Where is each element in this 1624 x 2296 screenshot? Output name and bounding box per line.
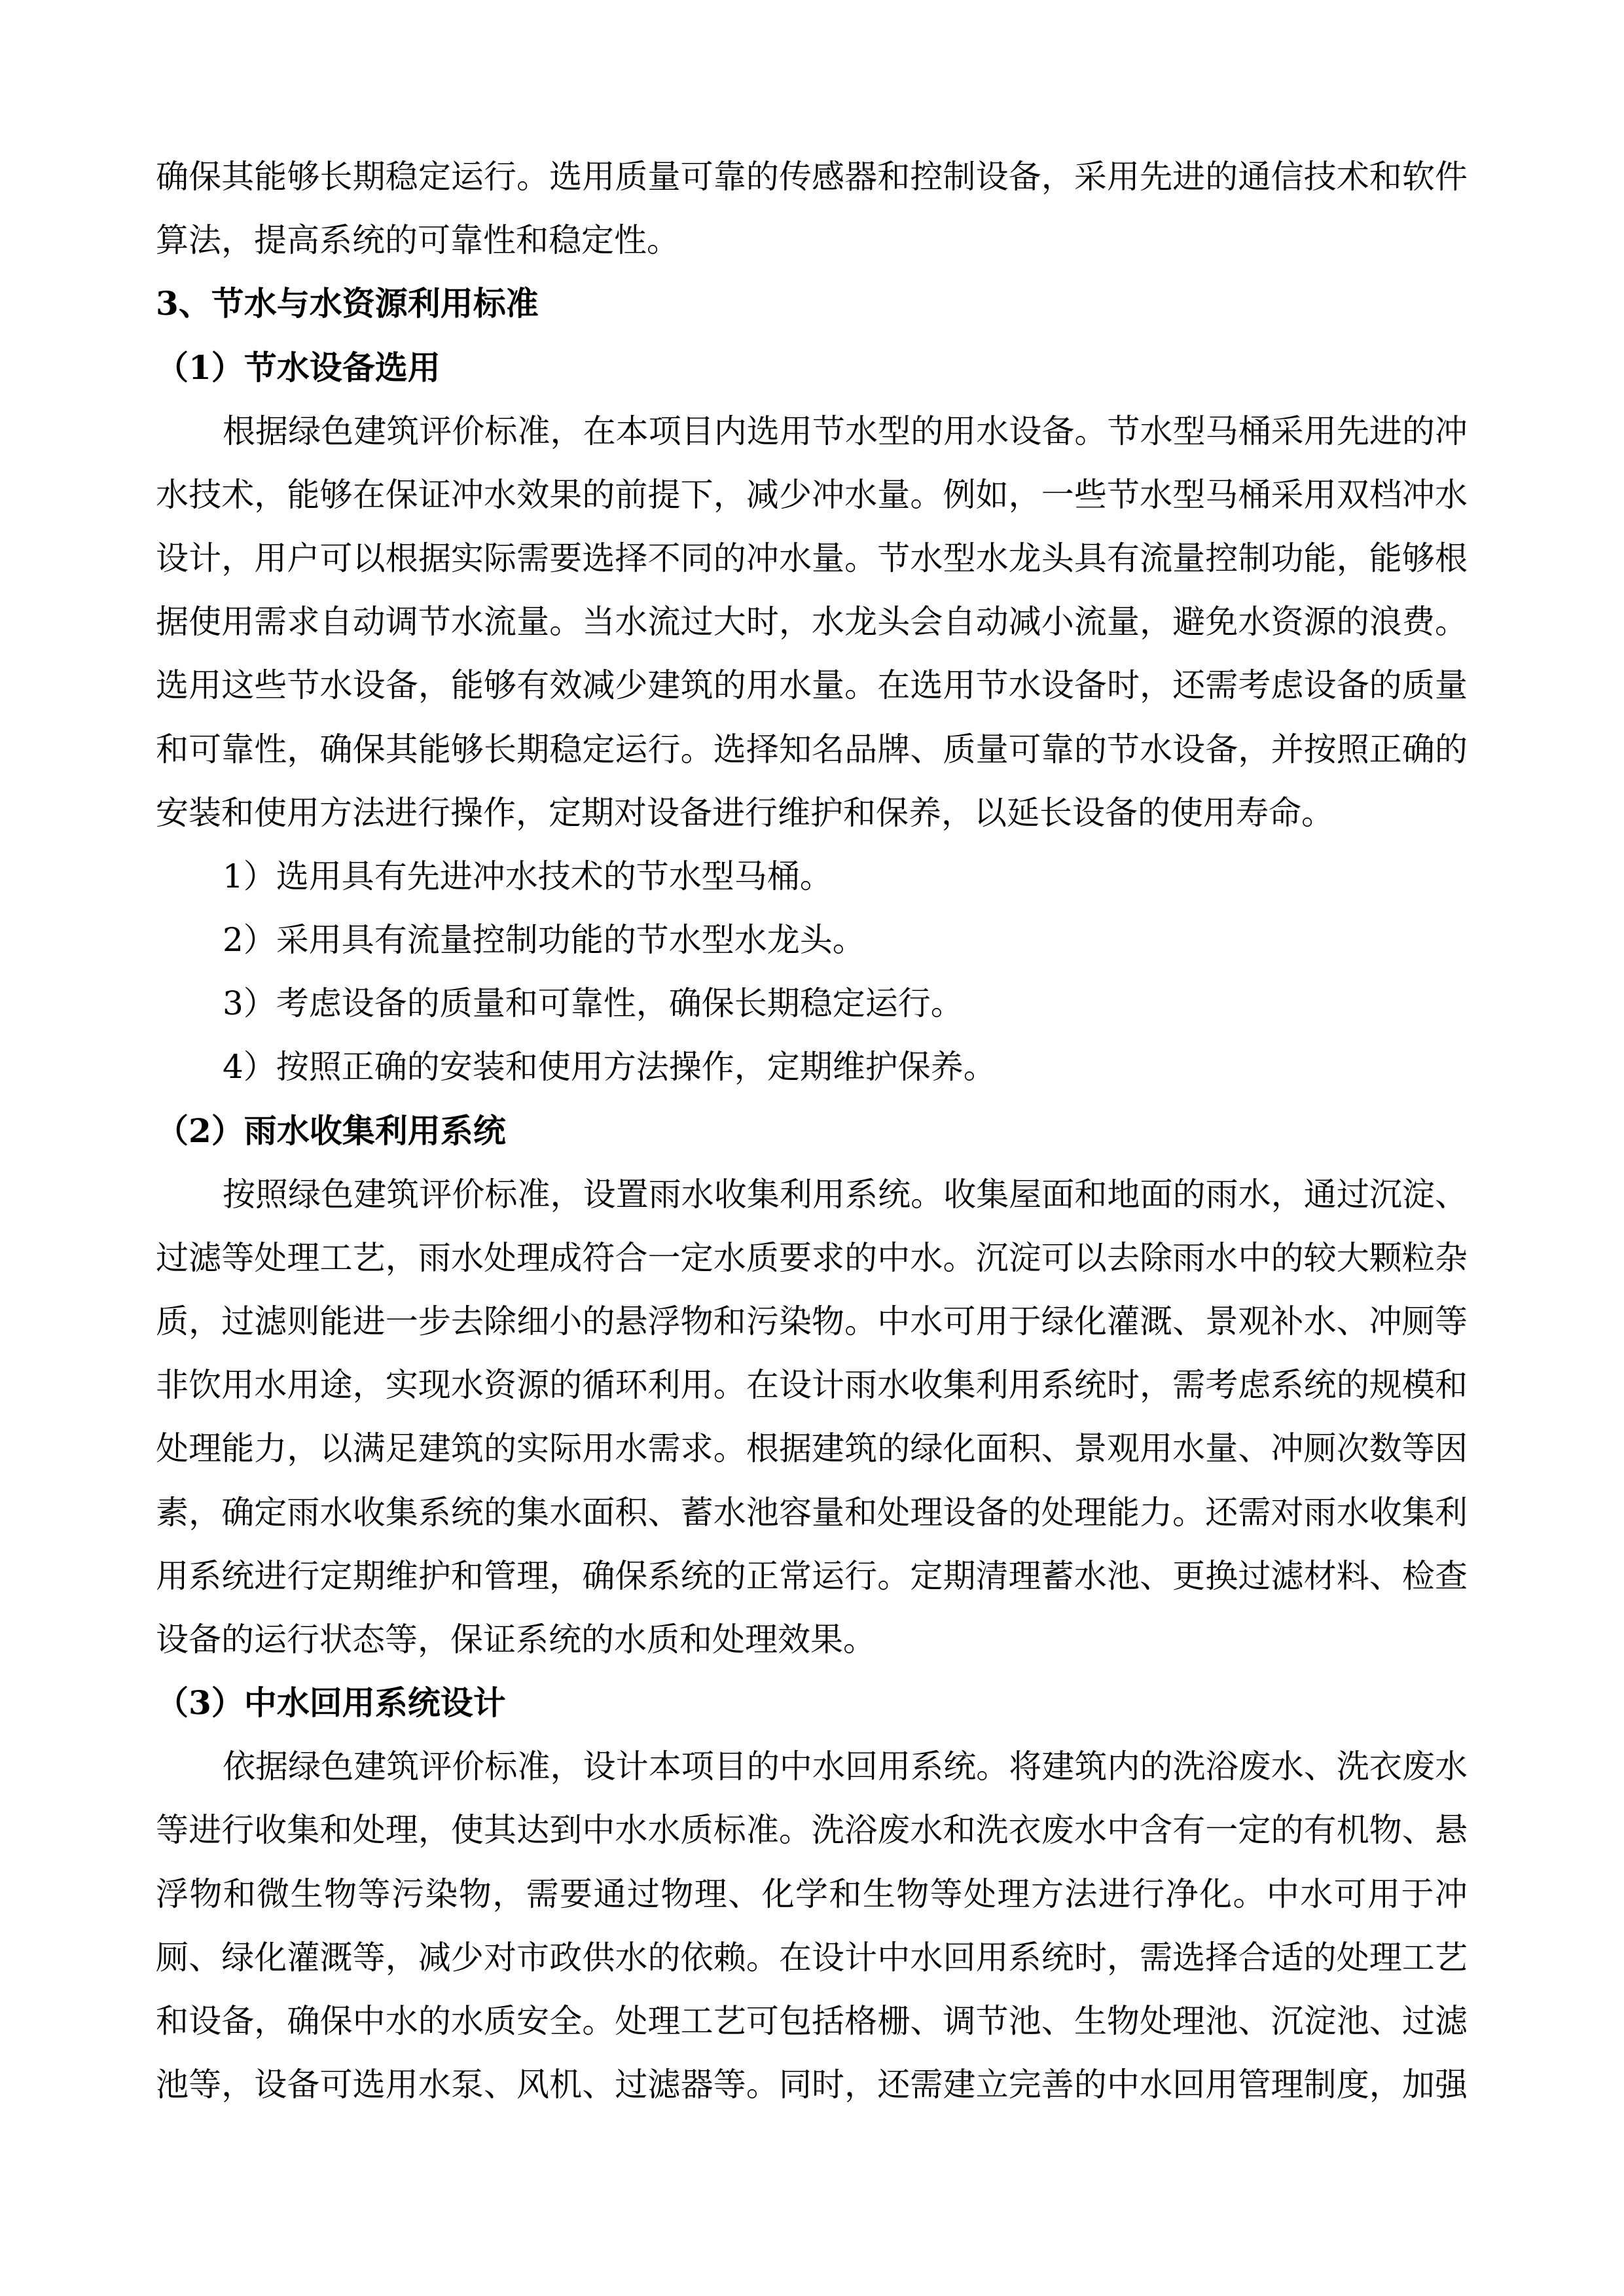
paragraph-line: 浮物和微生物等污染物，需要通过物理、化学和生物等处理方法进行净化。中水可用于冲: [156, 1875, 1468, 1913]
paragraph-line: 质，过滤则能进一步去除细小的悬浮物和污染物。中水可用于绿化灌溉、景观补水、冲厕等: [156, 1302, 1468, 1340]
paragraph-line: 厕、绿化灌溉等，减少对市政供水的依赖。在设计中水回用系统时，需选择合适的处理工艺: [156, 1939, 1468, 1977]
list-item: 3）考虑设备的质量和可靠性，确保长期稳定运行。: [223, 984, 964, 1022]
paragraph-line: 等进行收集和处理，使其达到中水水质标准。洗浴废水和洗衣废水中含有一定的有机物、悬: [156, 1811, 1468, 1849]
paragraph-line: 和设备，确保中水的水质安全。处理工艺可包括格栅、调节池、生物处理池、沉淀池、过滤: [156, 2002, 1468, 2040]
paragraph-line: 过滤等处理工艺，雨水处理成符合一定水质要求的中水。沉淀可以去除雨水中的较大颗粒杂: [156, 1239, 1468, 1277]
paragraph-line: 确保其能够长期稳定运行。选用质量可靠的传感器和控制设备，采用先进的通信技术和软件: [156, 158, 1468, 196]
paragraph-line: 非饮用水用途，实现水资源的循环利用。在设计雨水收集利用系统时，需考虑系统的规模和: [156, 1366, 1468, 1404]
list-item: 2）采用具有流量控制功能的节水型水龙头。: [223, 921, 865, 959]
paragraph-line: 按照绿色建筑评价标准，设置雨水收集利用系统。收集屋面和地面的雨水，通过沉淀、: [223, 1175, 1468, 1213]
section-heading: 3、节水与水资源利用标准: [156, 284, 539, 323]
paragraph-line: 用系统进行定期维护和管理，确保系统的正常运行。定期清理蓄水池、更换过滤材料、检查: [156, 1557, 1468, 1595]
paragraph-line: 处理能力，以满足建筑的实际用水需求。根据建筑的绿化面积、景观用水量、冲厕次数等因: [156, 1429, 1468, 1467]
list-item: 4）按照正确的安装和使用方法操作，定期维护保养。: [223, 1048, 996, 1086]
paragraph-line: 据使用需求自动调节水流量。当水流过大时，水龙头会自动减小流量，避免水资源的浪费。: [156, 603, 1468, 641]
paragraph-line: 选用这些节水设备，能够有效减少建筑的用水量。在选用节水设备时，还需考虑设备的质量: [156, 666, 1468, 704]
paragraph-line: 算法，提高系统的可靠性和稳定性。: [156, 221, 679, 259]
paragraph-line: 设备的运行状态等，保证系统的水质和处理效果。: [156, 1621, 876, 1659]
paragraph-line: 和可靠性，确保其能够长期稳定运行。选择知名品牌、质量可靠的节水设备，并按照正确的: [156, 730, 1468, 768]
paragraph-line: 依据绿色建筑评价标准，设计本项目的中水回用系统。将建筑内的洗浴废水、洗衣废水: [223, 1748, 1468, 1785]
subsection-heading-water-saving-equipment: （1）节水设备选用: [156, 348, 441, 387]
paragraph-line: 水技术，能够在保证冲水效果的前提下，减少冲水量。例如，一些节水型马桶采用双档冲水: [156, 476, 1468, 514]
paragraph-line: 安装和使用方法进行操作，定期对设备进行维护和保养，以延长设备的使用寿命。: [156, 794, 1334, 832]
paragraph-line: 设计，用户可以根据实际需要选择不同的冲水量。节水型水龙头具有流量控制功能，能够根: [156, 539, 1468, 577]
subsection-heading-rainwater-system: （2）雨水收集利用系统: [156, 1111, 506, 1150]
subsection-heading-greywater-reuse: （3）中水回用系统设计: [156, 1683, 506, 1722]
paragraph-line: 素，确定雨水收集系统的集水面积、蓄水池容量和处理设备的处理能力。还需对雨水收集利: [156, 1494, 1468, 1532]
list-item: 1）选用具有先进冲水技术的节水型马桶。: [223, 857, 833, 895]
paragraph-line: 根据绿色建筑评价标准，在本项目内选用节水型的用水设备。节水型马桶采用先进的冲: [223, 412, 1468, 450]
paragraph-line: 池等，设备可选用水泵、风机、过滤器等。同时，还需建立完善的中水回用管理制度，加强: [156, 2066, 1468, 2104]
